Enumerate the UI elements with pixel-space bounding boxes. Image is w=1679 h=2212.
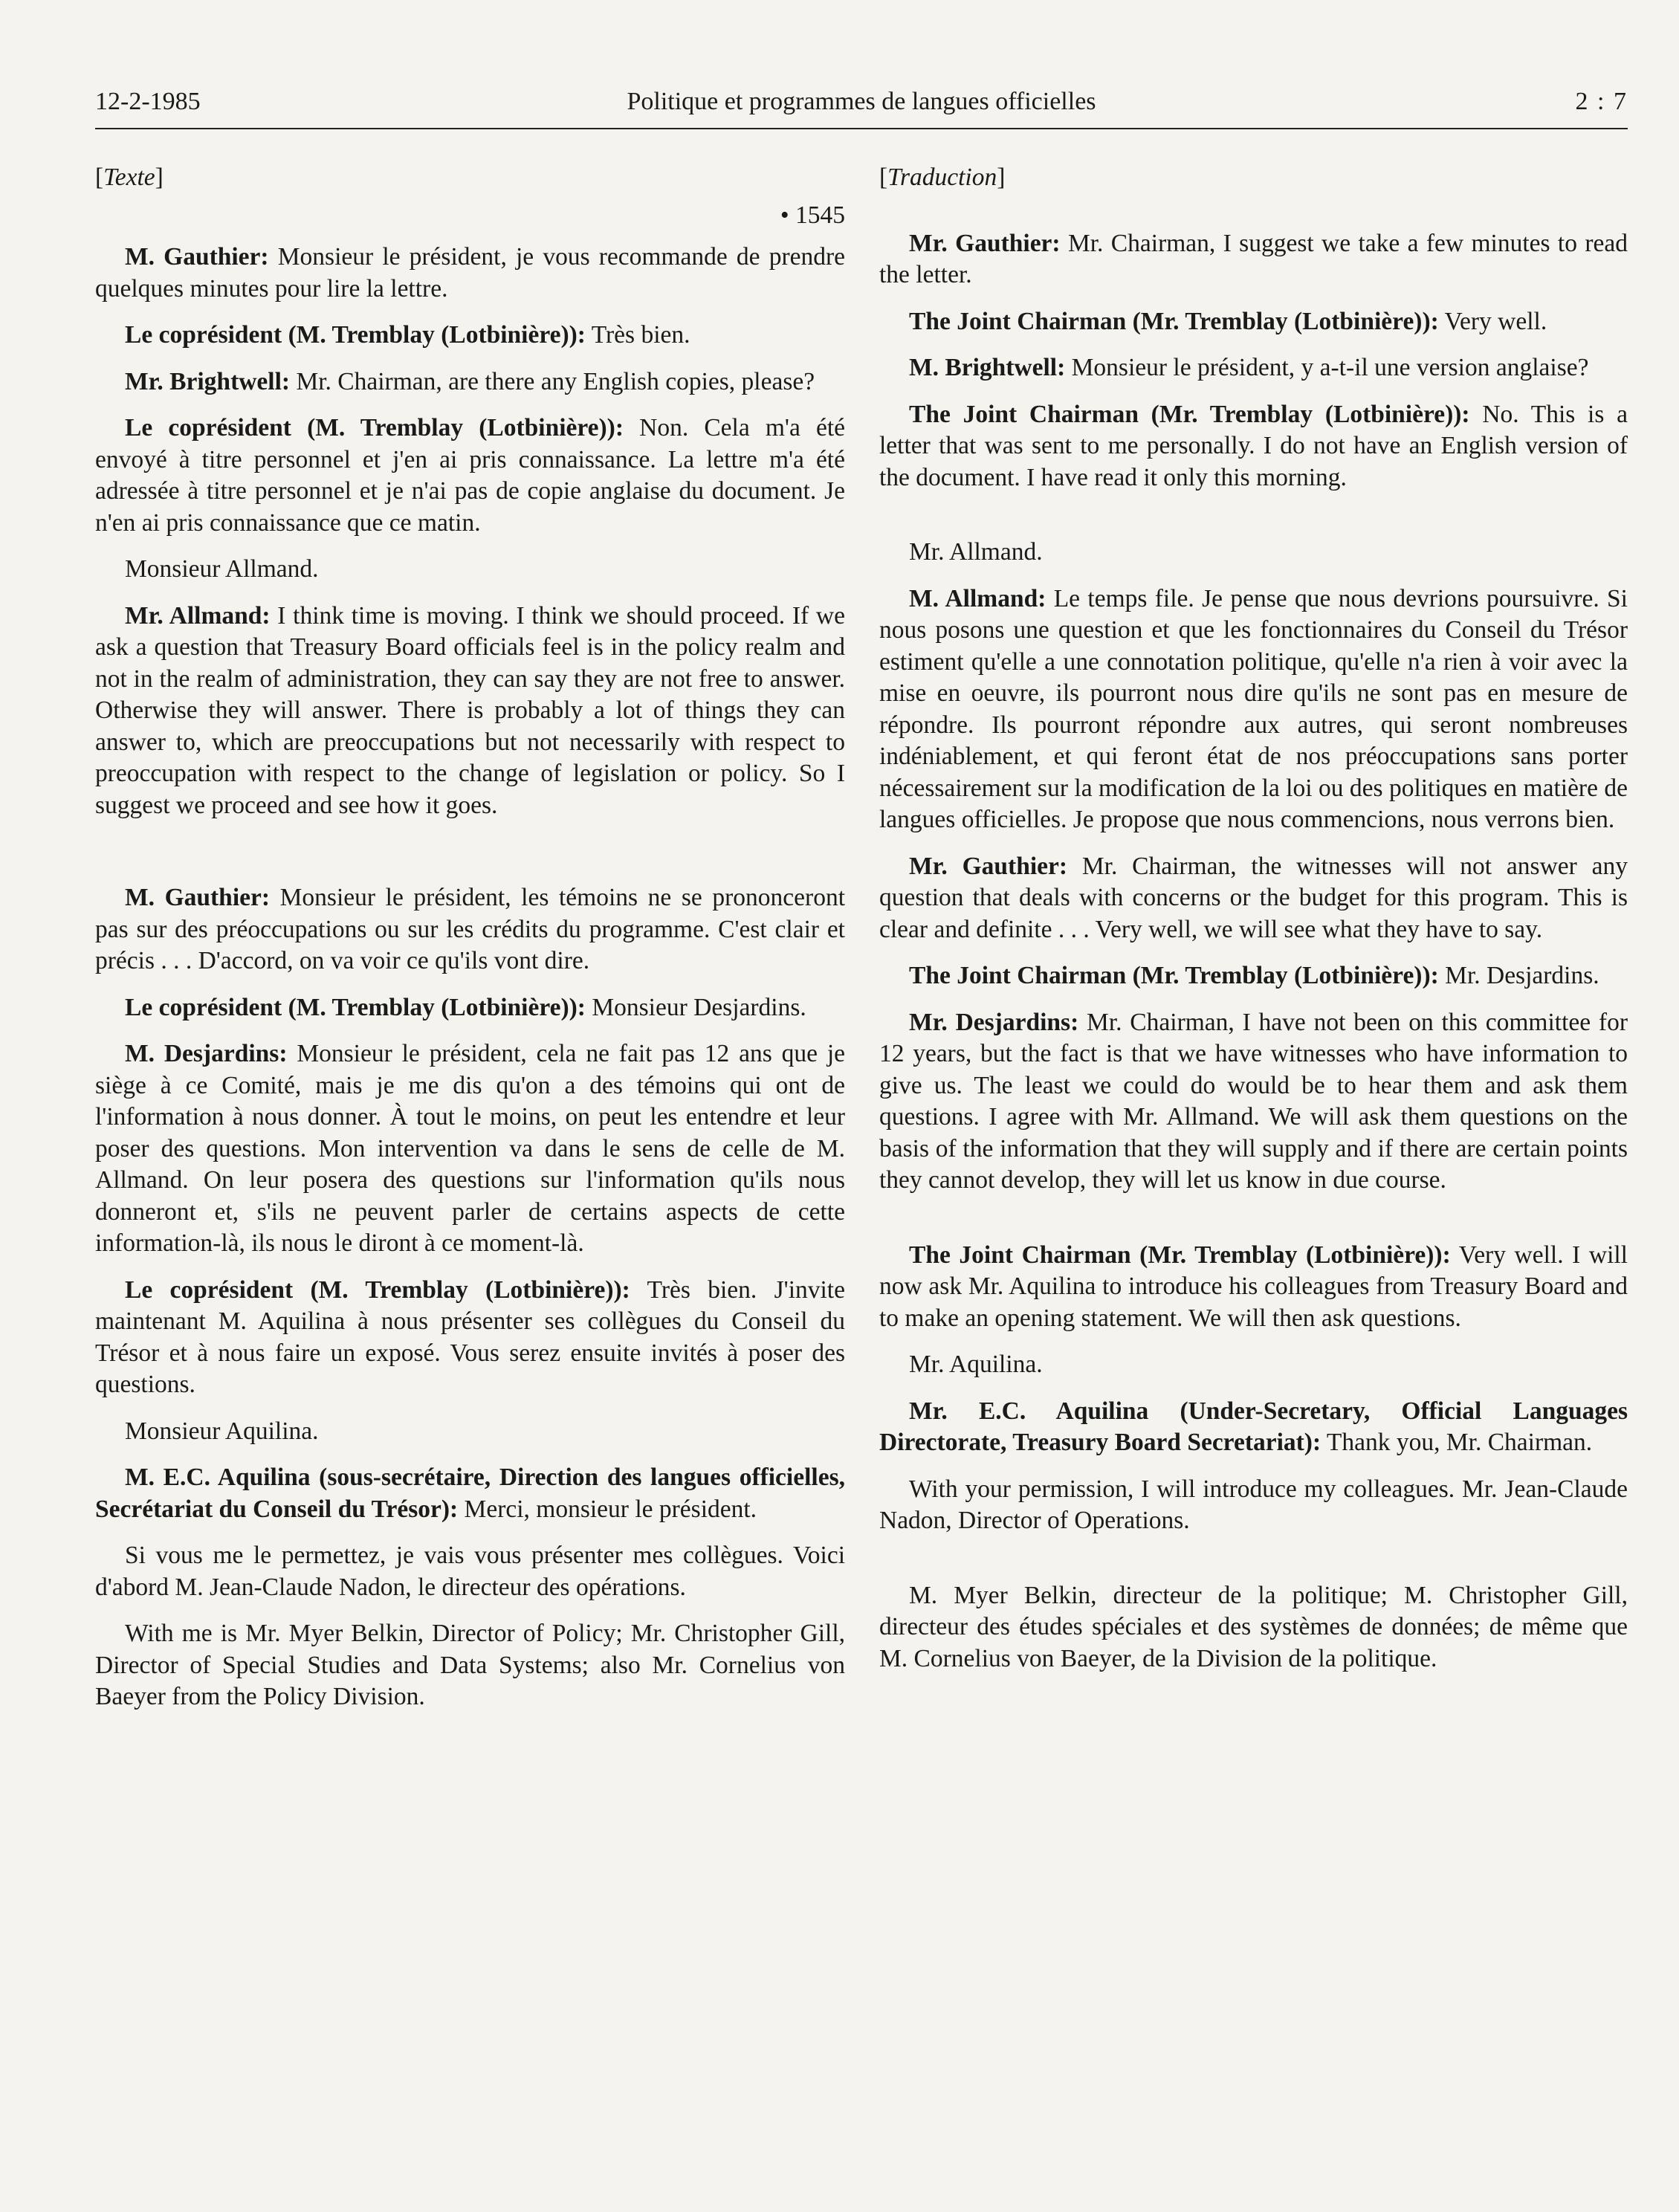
paragraph: Mr. Desjardins: Mr. Chairman, I have not been on this committee for 12 years, but the fact is that we have witnesses who have information to give us. The least we could do would be to hear them and ask them questions. I agree with Mr. Allmand. We will ask them questions on the basis of the information that they will supply and if there are certain points they cannot develop, they will let us know in due course. [879,1008,1628,1194]
header-title: Politique et programmes de langues officielles [627,88,1096,115]
paragraph: M. Gauthier: Monsieur le président, les témoins ne se prononceront pas sur des préoccupations ou sur les crédits du programme. C'est clair et précis . . . D'accord, on va voir ce qu'ils vont dire. [95,884,845,974]
header-page-number: 2 : 7 [1575,88,1628,115]
paragraph: Mr. Allmand. [909,538,1043,566]
paragraph: M. Gauthier: Monsieur le président, je vous recommande de prendre quelques minutes pour lire la lettre. [95,243,846,303]
right-column-translation [879,162,1628,1689]
time-stamp: • 1545 [780,201,845,229]
paragraph: Le coprésident (M. Tremblay (Lotbinière)): Non. Cela m'a été envoyé à titre personnel et j'en ai pris connaissance. La lettre m'a été adressée à titre personnel et je n'ai pas de copie anglaise du document. Je n'en ai pris connaissance que ce matin. [95,414,845,537]
translation-marker: [Traduction] [879,164,1006,191]
paragraph: Mr. Gauthier: Mr. Chairman, the witnesses will not answer any question that deals with concerns or the budget for this program. This is clear and definite . . . Very well, we will see what they have to say. [879,852,1628,943]
paragraph: Monsieur Allmand. [125,555,319,583]
paragraph: Mr. Gauthier: Mr. Chairman, I suggest we take a few minutes to read the letter. [879,229,1628,288]
paragraph: Le coprésident (M. Tremblay (Lotbinière)): Monsieur Desjardins. [125,993,806,1021]
paragraph: The Joint Chairman (Mr. Tremblay (Lotbinière)): Mr. Desjardins. [909,962,1599,989]
paragraph: M. Myer Belkin, directeur de la politique; M. Christopher Gill, directeur des études spéciales et des systèmes de données; de même que M. Cornelius von Baeyer, de la Division de la politique. [879,1581,1628,1672]
paragraph: M. Desjardins: Monsieur le président, cela ne fait pas 12 ans que je siège à ce Comité, mais je me dis qu'on a des témoins qui ont de l'information à nous donner. À tout le moins, on peut les entendre et leur poser des questions. Mon intervention va dans le sens de celle de M. Allmand. On leur posera des questions sur l'information qu'ils nous donneront et, s'ils ne peuvent parler de certains aspects de cette information-là, ils nous le diront à ce moment-là. [95,1040,846,1257]
text-marker: [Texte] [95,164,164,191]
paragraph: The Joint Chairman (Mr. Tremblay (Lotbinière)): No. This is a letter that was sent to me personally. I do not have an English version of the document. I have read it only this morning. [879,400,1628,491]
paragraph: With your permission, I will introduce my colleagues. Mr. Jean-Claude Nadon, Director of Operations. [879,1475,1628,1534]
paragraph: With me is Mr. Myer Belkin, Director of Policy; Mr. Christopher Gill, Director of Special Studies and Data Systems; also Mr. Cornelius von Baeyer from the Policy Division. [95,1620,845,1710]
header-rule [95,128,1628,129]
paragraph: M. Brightwell: Monsieur le président, y a-t-il une version anglaise? [909,354,1589,381]
paragraph: Mr. Allmand: I think time is moving. I think we should proceed. If we ask a question that Treasury Board officials feel is in the policy realm and not in the realm of administration, they can say they are not free to answer. Otherwise they will answer. There is probably a lot of things they can answer to, which are preoccupations but not necessarily with respect to preoccupation with respect to the change of legislation or policy. So I suggest we proceed and see how it goes. [95,601,845,819]
paragraph: The Joint Chairman (Mr. Tremblay (Lotbinière)): Very well. I will now ask Mr. Aquilina to introduce his colleagues from Treasury Board and to make an opening statement. We will then ask questions. [879,1241,1628,1332]
paragraph: Si vous me le permettez, je vais vous présenter mes collègues. Voici d'abord M. Jean-Claude Nadon, le directeur des opérations. [95,1542,845,1601]
header-date: 12-2-1985 [95,88,201,115]
paragraph: Monsieur Aquilina. [125,1417,319,1445]
paragraph: M. Allmand: Le temps file. Je pense que nous devrions poursuivre. Si nous posons une question et que les fonctionnaires du Conseil du Trésor estiment qu'elle a une connotation politique, qu'elle n'a rien à voir avec la mise en oeuvre, ils pourront nous dire qu'ils ne sont pas en mesure de répondre. Ils pourront répondre aux autres, qui seront nombreuses indéniablement, et qui feront état de nos préoccupations sans porter nécessairement sur la modification de la loi ou des politiques en matière de langues officielles. Je propose que nous commencions, nous verrons bien. [879,584,1628,833]
paragraph: Le coprésident (M. Tremblay (Lotbinière)): Très bien. J'invite maintenant M. Aquilina à nous présenter ses collègues du Conseil du Trésor et à nous faire un exposé. Vous serez ensuite invités à poser des questions. [95,1275,845,1398]
page-header [95,88,1628,129]
paragraph: M. E.C. Aquilina (sous-secrétaire, Direction des langues officielles, Secrétariat du Conseil du Trésor): Merci, monsieur le président. [95,1464,845,1523]
paragraph: Mr. Brightwell: Mr. Chairman, are there any English copies, please? [125,367,815,395]
left-column-original-text [95,162,845,1728]
paragraph: Mr. Aquilina. [909,1351,1043,1378]
paragraph: Mr. E.C. Aquilina (Under-Secretary, Official Languages Directorate, Treasury Board Secretariat): Thank you, Mr. Chairman. [879,1397,1628,1456]
paragraph: The Joint Chairman (Mr. Tremblay (Lotbinière)): Very well. [909,307,1547,335]
paragraph: Le coprésident (M. Tremblay (Lotbinière)): Très bien. [125,321,690,349]
